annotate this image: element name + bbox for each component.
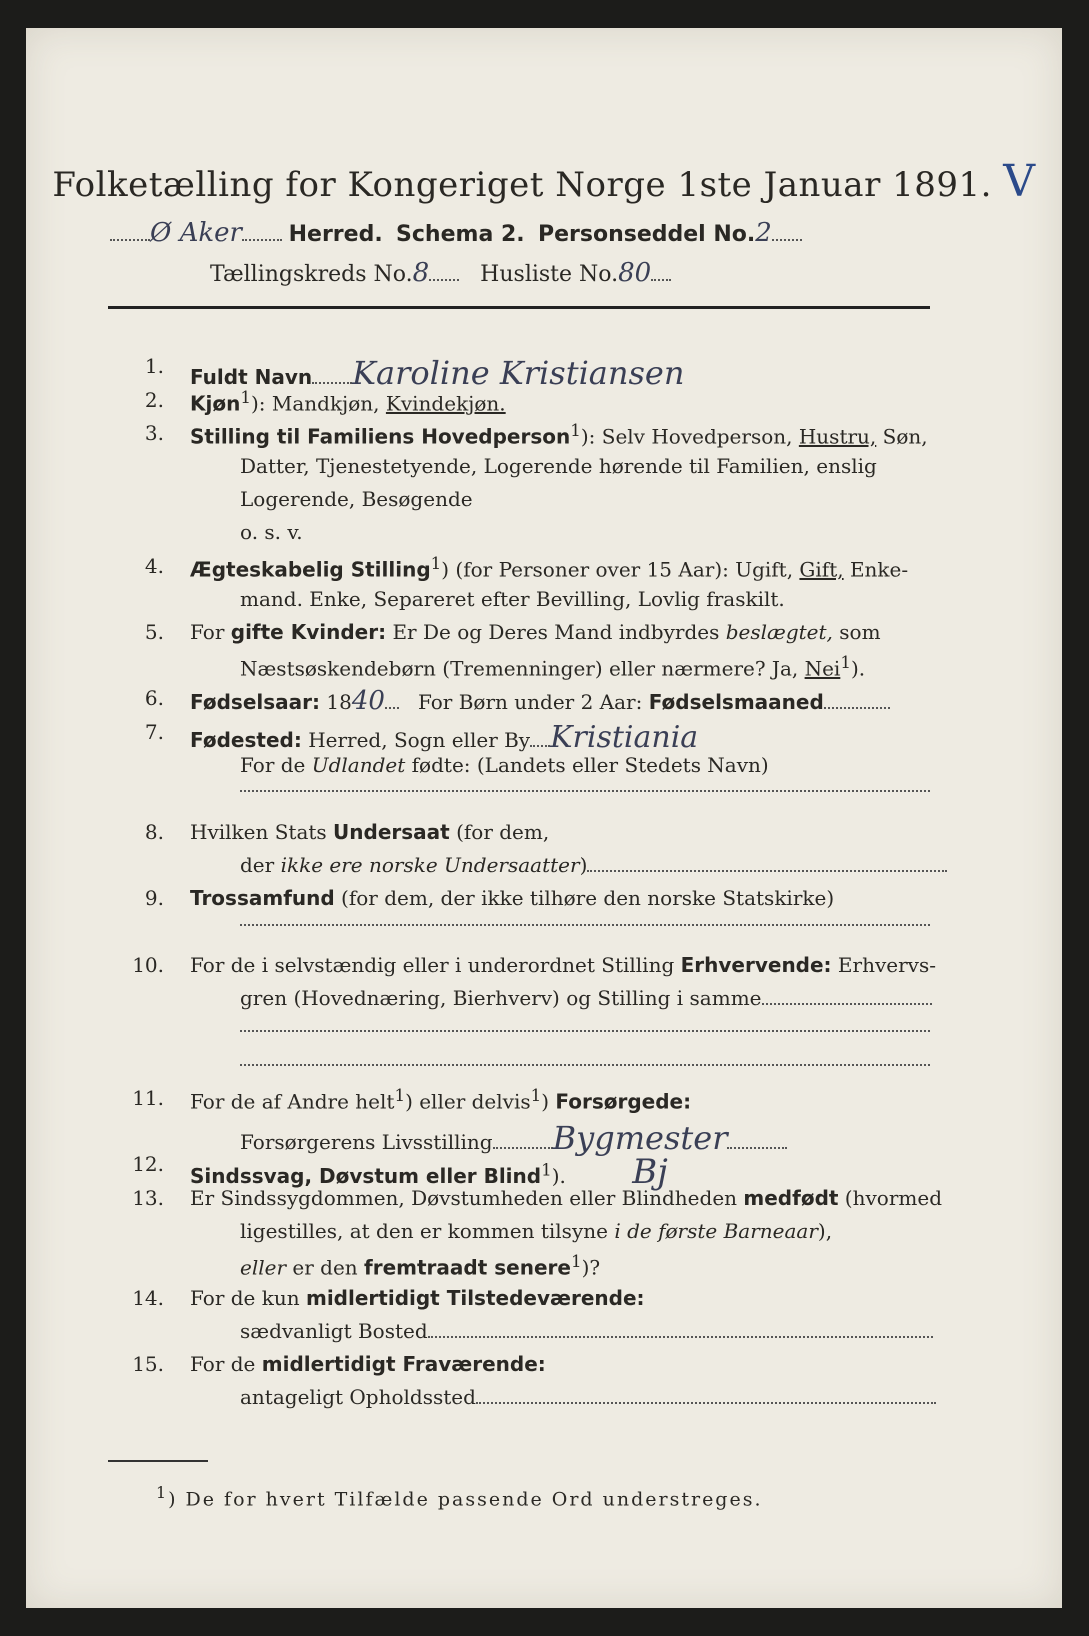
item-14-line-2: sædvanligt Bosted <box>240 1319 933 1343</box>
kreds-line <box>210 258 671 288</box>
item-2-number: 2. <box>144 388 164 412</box>
related-selected: Nei <box>804 656 841 681</box>
item-14-number: 14. <box>132 1286 164 1310</box>
form-title: Folketælling for Kongeriget Norge 1ste Januar 1891. V <box>52 156 1036 207</box>
item-7-birthplace: Fødested: Herred, Sogn eller By Kristiania <box>190 720 699 755</box>
kreds-label: Tællingskreds No. <box>210 262 413 287</box>
item-7-fill-line <box>240 790 930 792</box>
position-selected: Hustru, <box>798 424 877 449</box>
item-15-temporary-absent: For de midlertidigt Fraværende: <box>190 1352 546 1376</box>
item-10-occupation: For de i selvstændig eller i underordnet Stilling Erhvervende: Erhvervs- <box>190 953 936 977</box>
item-3-line-2: Datter, Tjenestetyende, Logerende hørende til Familien, enslig <box>240 454 877 478</box>
item-11-supported: For de af Andre helt$^1$) eller delvis$^1$) Forsørgede: <box>190 1086 692 1114</box>
item-14-temporary-present: For de kun midlertidigt Tilstedeværende: <box>190 1286 645 1310</box>
provider-occupation-value: Bygmester <box>552 1119 728 1157</box>
item-7-number: 7. <box>144 720 164 744</box>
item-5-related: For gifte Kvinder: Er De og Deres Mand indbyrdes beslægtet, som <box>190 620 881 644</box>
item-10-fill-line-2 <box>240 1064 930 1066</box>
herred-label: Herred. <box>288 222 383 247</box>
marital-selected: Gift, <box>799 557 844 582</box>
item-11-number: 11. <box>132 1086 164 1110</box>
item-7-line-2: For de Udlandet fødte: (Landets eller Stedets Navn) <box>240 753 769 777</box>
kreds-value: 8 <box>412 258 430 288</box>
full-name-value: Karoline Kristiansen <box>352 354 685 392</box>
herred-value: Ø Aker <box>150 218 242 248</box>
item-9-religion: Trossamfund (for dem, der ikke tilhøre den norske Statskirke) <box>190 886 835 910</box>
census-form <box>26 28 1062 1608</box>
item-13-congenital: Er Sindssygdommen, Døvstumheden eller Blindheden medfødt (hvormed <box>190 1186 942 1210</box>
header-rule <box>108 306 930 309</box>
personseddel-label: Personseddel No. <box>537 222 756 247</box>
item-6-birthyear: Fødselsaar: 1840 For Børn under 2 Aar: Fødselsmaaned <box>190 686 890 716</box>
item-15-line-2: antageligt Opholdssted <box>240 1385 936 1409</box>
item-1-number: 1. <box>144 354 164 378</box>
item-10-line-2: gren (Hovednæring, Bierhverv) og Stilling i samme <box>240 986 932 1010</box>
item-12-disability: Sindssvag, Døvstum eller Blind$^1$). Bj <box>190 1152 668 1192</box>
item-4-line-2: mand. Enke, Separeret efter Bevilling, Lovlig fraskilt. <box>240 587 785 611</box>
item-9-fill-line <box>240 924 930 926</box>
footnote-rule <box>108 1460 208 1462</box>
disability-mark: Bj <box>632 1152 668 1192</box>
item-3-line-3: Logerende, Besøgende <box>240 487 473 511</box>
item-10-number: 10. <box>132 953 164 977</box>
item-2-gender: Kjøn$^1$): Mandkjøn, Kvindekjøn. <box>190 388 506 416</box>
item-8-number: 8. <box>144 820 164 844</box>
item-9-number: 9. <box>144 886 164 910</box>
item-11-line-2: Forsørgerens Livsstilling Bygmester <box>240 1119 787 1157</box>
gender-selected: Kvindekjøn. <box>385 391 506 416</box>
item-8-citizenship: Hvilken Stats Undersaat (for dem, <box>190 820 550 844</box>
item-5-number: 5. <box>144 620 164 644</box>
birth-year-value: 40 <box>351 686 385 716</box>
footnote: $^1$) De for hvert Tilfælde passende Ord understreges. <box>156 1483 763 1511</box>
husliste-label: Husliste No. <box>480 262 619 287</box>
item-13-line-2: ligestilles, at den er kommen tilsyne i de første Barneaar), <box>240 1219 833 1243</box>
schema-label: Schema 2. <box>396 222 525 247</box>
item-4-number: 4. <box>144 554 164 578</box>
item-1-label: Fuldt Navn <box>190 365 313 389</box>
item-3-line-4: o. s. v. <box>240 520 303 544</box>
husliste-value: 80 <box>618 258 652 288</box>
item-10-fill-line-1 <box>240 1030 930 1032</box>
item-5-line-2: Næstsøskendebørn (Tremenninger) eller nærmere? Ja, Nei$^1$). <box>240 653 866 681</box>
item-3-position: Stilling til Familiens Hovedperson$^1$): Selv Hovedperson, Hustru, Søn, <box>190 421 928 449</box>
item-12-number: 12. <box>132 1152 164 1176</box>
item-13-line-3: eller er den fremtraadt senere$^1$)? <box>240 1252 601 1280</box>
item-8-line-2: der ikke ere norske Undersaatter) <box>240 853 947 877</box>
personseddel-value: 2 <box>755 218 772 248</box>
item-15-number: 15. <box>132 1352 164 1376</box>
item-4-marital: Ægteskabelig Stilling$^1$) (for Personer over 15 Aar): Ugift, Gift, Enke- <box>190 554 909 582</box>
title-check-mark: V <box>1003 156 1036 207</box>
item-1-name <box>190 354 684 392</box>
herred-line <box>110 218 802 248</box>
item-6-number: 6. <box>144 686 164 710</box>
birthplace-value: Kristiania <box>550 720 699 755</box>
item-13-number: 13. <box>132 1186 164 1210</box>
item-3-number: 3. <box>144 421 164 445</box>
